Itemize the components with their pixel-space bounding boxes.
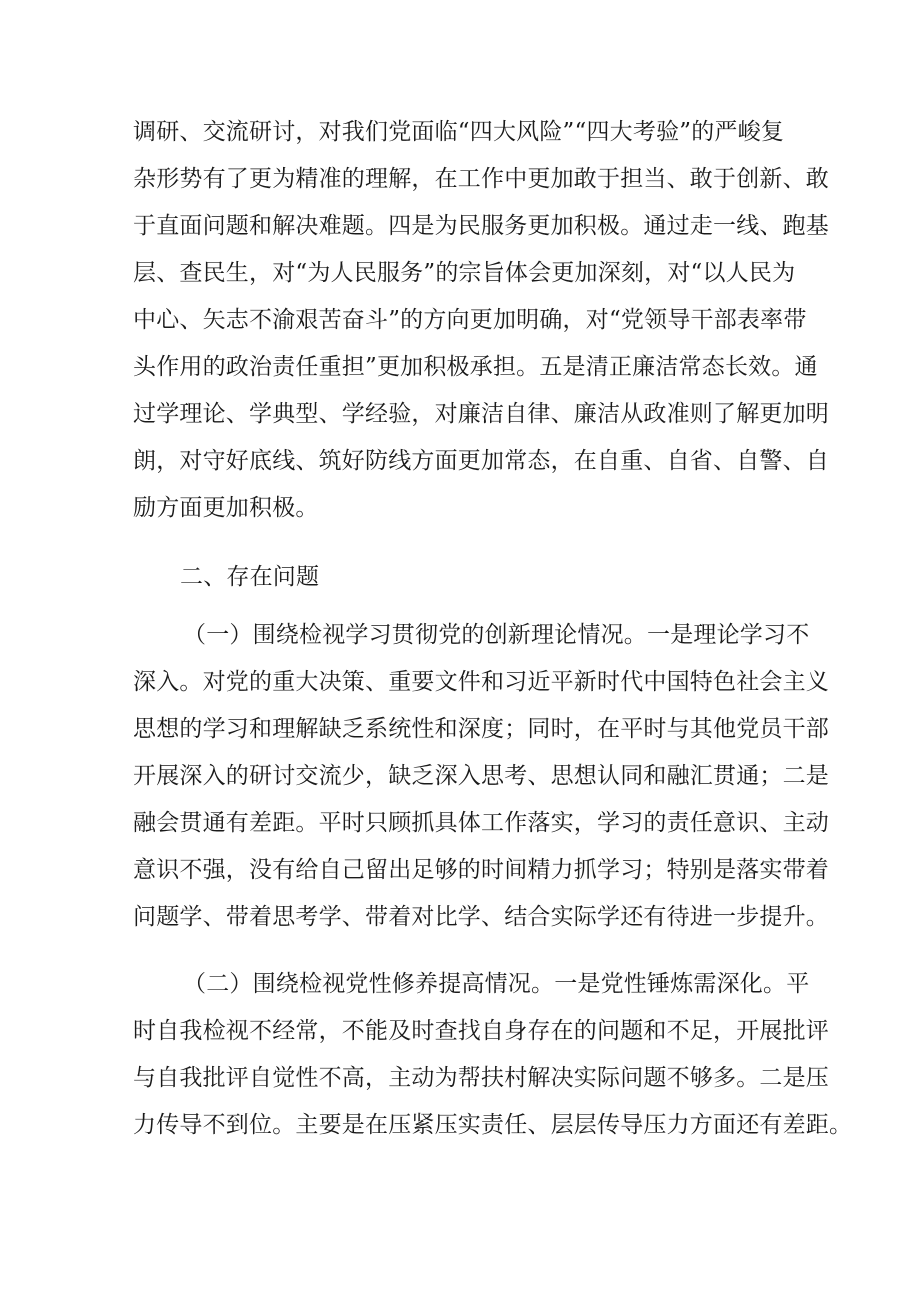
paragraph-1-line-4: 层、查民生，对“为人民服务”的宗旨体会更加深刻，对“以人民为 xyxy=(133,260,796,286)
paragraph-2-line-5: 融会贯通有差距。平时只顾抓具体工作落实，学习的责任意识、主动 xyxy=(133,810,829,836)
paragraph-3-line-3: 与自我批评自觉性不高，主动为帮扶村解决实际问题不够多。二是压 xyxy=(133,1065,829,1091)
paragraph-2-line-6: 意识不强，没有给自己留出足够的时间精力抓学习；特别是落实带着 xyxy=(133,857,829,883)
paragraph-2-line-2: 深入。对党的重大决策、重要文件和习近平新时代中国特色社会主义 xyxy=(133,669,829,695)
paragraph-1-line-8: 朗，对守好底线、筑好防线方面更加常态，在自重、自省、自警、自 xyxy=(133,448,829,474)
paragraph-3-line-2: 时自我检视不经常，不能及时查找自身存在的问题和不足，开展批评 xyxy=(133,1018,829,1044)
paragraph-1-line-2: 杂形势有了更为精准的理解，在工作中更加敢于担当、敢于创新、敢 xyxy=(133,166,829,192)
paragraph-2-line-1: （一）围绕检视学习贯彻党的创新理论情况。一是理论学习不 xyxy=(183,622,810,648)
paragraph-1-line-6: 头作用的政治责任重担”更加积极承担。五是清正廉洁常态长效。通 xyxy=(133,354,818,380)
paragraph-1-line-9: 励方面更加积极。 xyxy=(133,495,319,521)
section-heading: 二、存在问题 xyxy=(180,564,320,590)
paragraph-2-line-4: 开展深入的研讨交流少，缺乏深入思考、思想认同和融汇贯通；二是 xyxy=(133,763,829,789)
paragraph-1-line-3: 于直面问题和解决难题。四是为民服务更加积极。通过走一线、跑基 xyxy=(133,213,829,239)
paragraph-2-line-7: 问题学、带着思考学、带着对比学、结合实际学还有待进一步提升。 xyxy=(133,904,829,930)
paragraph-2-line-3: 思想的学习和理解缺乏系统性和深度；同时，在平时与其他党员干部 xyxy=(133,716,829,742)
paragraph-1-line-7: 过学理论、学典型、学经验，对廉洁自律、廉洁从政准则了解更加明 xyxy=(133,401,829,427)
paragraph-1-line-1: 调研、交流研讨，对我们党面临“四大风险”“四大考验”的严峻复 xyxy=(133,119,785,145)
paragraph-3-line-4: 力传导不到位。主要是在压紧压实责任、层层传导压力方面还有差距。 xyxy=(133,1112,853,1138)
paragraph-1-line-5: 中心、矢志不渝艰苦奋斗”的方向更加明确，对“党领导干部表率带 xyxy=(133,307,807,333)
paragraph-3-line-1: （二）围绕检视党性修养提高情况。一是党性锤炼需深化。平 xyxy=(183,971,810,997)
